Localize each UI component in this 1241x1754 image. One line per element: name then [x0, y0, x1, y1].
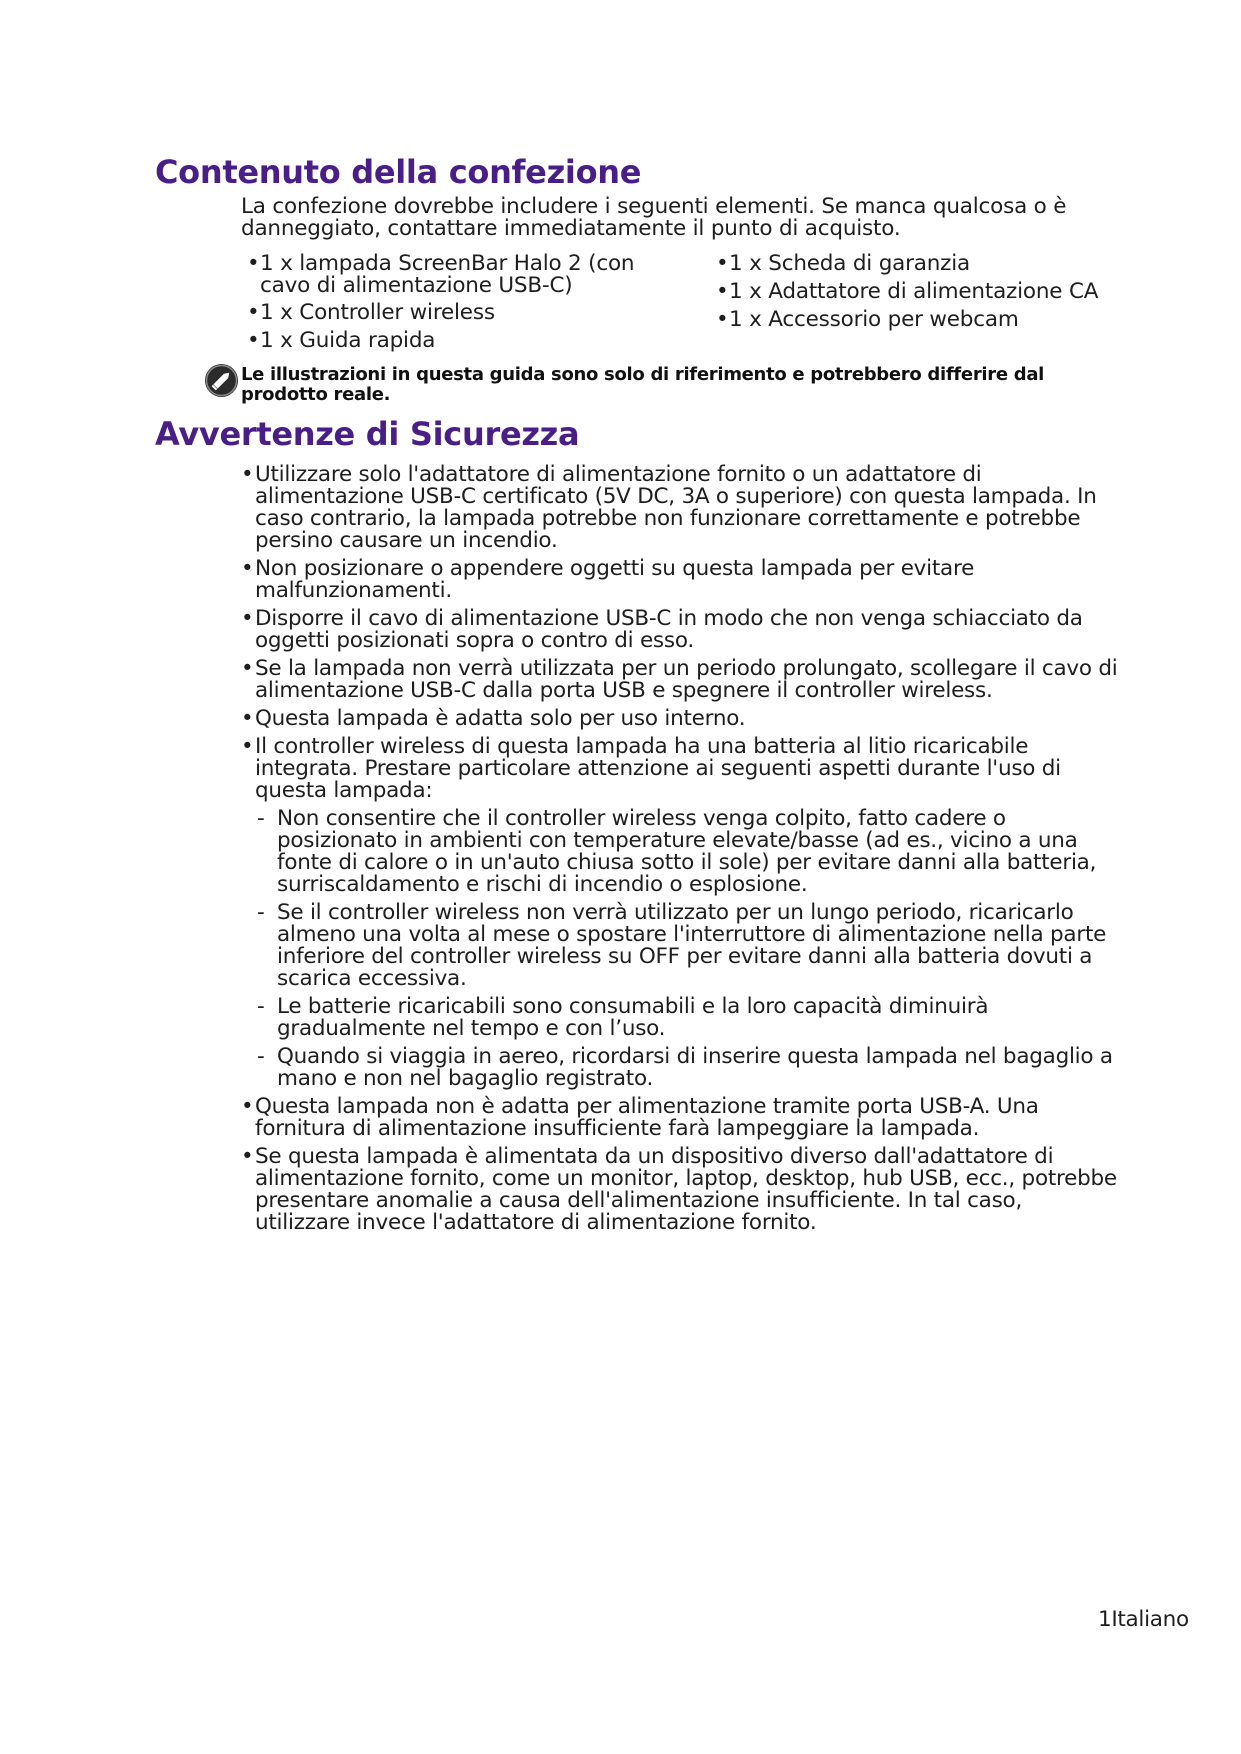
list-item-text: Questa lampada è adatta solo per uso interno.	[255, 706, 746, 731]
pencil-icon	[205, 364, 238, 397]
list-item	[241, 736, 1121, 1090]
sublist-item: - Quando si viaggia in aereo, ricordarsi di inserire questa lampada nel bagaglio a mano e non nel bagaglio registrato.	[255, 1046, 1121, 1090]
list-item	[241, 464, 1121, 552]
sublist-item: - Non consentire che il controller wireless venga colpito, fatto cadere o posizionato in ambienti con temperature elevate/basse (ad es., vicino a una fonte di calore o in un'auto chiusa sotto il sole) per evitare danni alla batteria, surriscaldamento e rischi di incendio o esplosione.	[255, 808, 1121, 896]
list-item	[241, 1096, 1121, 1140]
list-item-text: Il controller wireless di questa lampada ha una batteria al litio ricaricabile integrata. Prestare particolare attenzione ai seguenti aspetti durante l'uso di questa lampada:	[255, 734, 1061, 803]
package-list-left	[247, 253, 667, 358]
safety-list	[241, 464, 1121, 1240]
list-item-text: Disporre il cavo di alimentazione USB-C in modo che non venga schiacciato da oggetti posizionati sopra o contro di esso.	[255, 606, 1083, 653]
note-text: Le illustrazioni in questa guida sono solo di riferimento e potrebbero differire dal prodotto reale.	[241, 364, 1045, 405]
page-number: 1Italiano	[1098, 1607, 1189, 1632]
section-title-package-contents: Contenuto della confezione	[155, 153, 642, 191]
list-item	[241, 608, 1121, 652]
package-list-right	[716, 253, 1136, 337]
list-item	[241, 558, 1121, 602]
list-item: • 1 x lampada ScreenBar Halo 2 (con cavo di alimentazione USB-C)	[247, 253, 667, 297]
list-item: • 1 x Accessorio per webcam	[716, 309, 1136, 331]
list-item-text: Non posizionare o appendere oggetti su questa lampada per evitare malfunzionamenti.	[255, 556, 975, 603]
package-intro: La confezione dovrebbe includere i seguenti elementi. Se manca qualcosa o è danneggiato, contattare immediatamente il punto di acquisto.	[241, 194, 1067, 241]
list-item	[241, 1146, 1121, 1234]
list-item-text: Se questa lampada è alimentata da un dispositivo diverso dall'adattatore di alimentazione fornito, come un monitor, laptop, desktop, hub USB, ecc., potrebbe presentare anomalie a causa dell'alimentazione insufficiente. In tal caso, utilizzare invece l'adattatore di alimentazione fornito.	[255, 1144, 1117, 1235]
list-item: • 1 x Guida rapida	[247, 330, 667, 352]
sublist-item: - Le batterie ricaricabili sono consumabili e la loro capacità diminuirà gradualmente nel tempo e con l’uso.	[255, 996, 1121, 1040]
list-item	[241, 708, 1121, 730]
sublist-item: - Se il controller wireless non verrà utilizzato per un lungo periodo, ricaricarlo almeno una volta al mese o spostare l'interruttore di alimentazione nella parte inferiore del controller wireless su OFF per evitare danni alla batteria dovuti a scarica eccessiva.	[255, 902, 1121, 990]
list-item-text: Utilizzare solo l'adattatore di alimentazione fornito o un adattatore di alimentazione USB-C certificato (5V DC, 3A o superiore) con questa lampada. In caso contrario, la lampada potrebbe non funzionare correttamente e potrebbe persino causare un incendio.	[255, 462, 1097, 553]
list-item-text: Questa lampada non è adatta per alimentazione tramite porta USB-A. Una fornitura di alimentazione insufficiente farà lampeggiare la lampada.	[255, 1094, 1039, 1141]
list-item-text: Se la lampada non verrà utilizzata per un periodo prolungato, scollegare il cavo di alimentazione USB-C dalla porta USB e spegnere il controller wireless.	[255, 656, 1118, 703]
section-title-safety: Avvertenze di Sicurezza	[155, 415, 580, 453]
battery-sublist	[255, 808, 1121, 1090]
list-item	[241, 658, 1121, 702]
list-item: • 1 x Scheda di garanzia	[716, 253, 1136, 275]
list-item: • 1 x Adattatore di alimentazione CA	[716, 281, 1136, 303]
list-item: • 1 x Controller wireless	[247, 302, 667, 324]
